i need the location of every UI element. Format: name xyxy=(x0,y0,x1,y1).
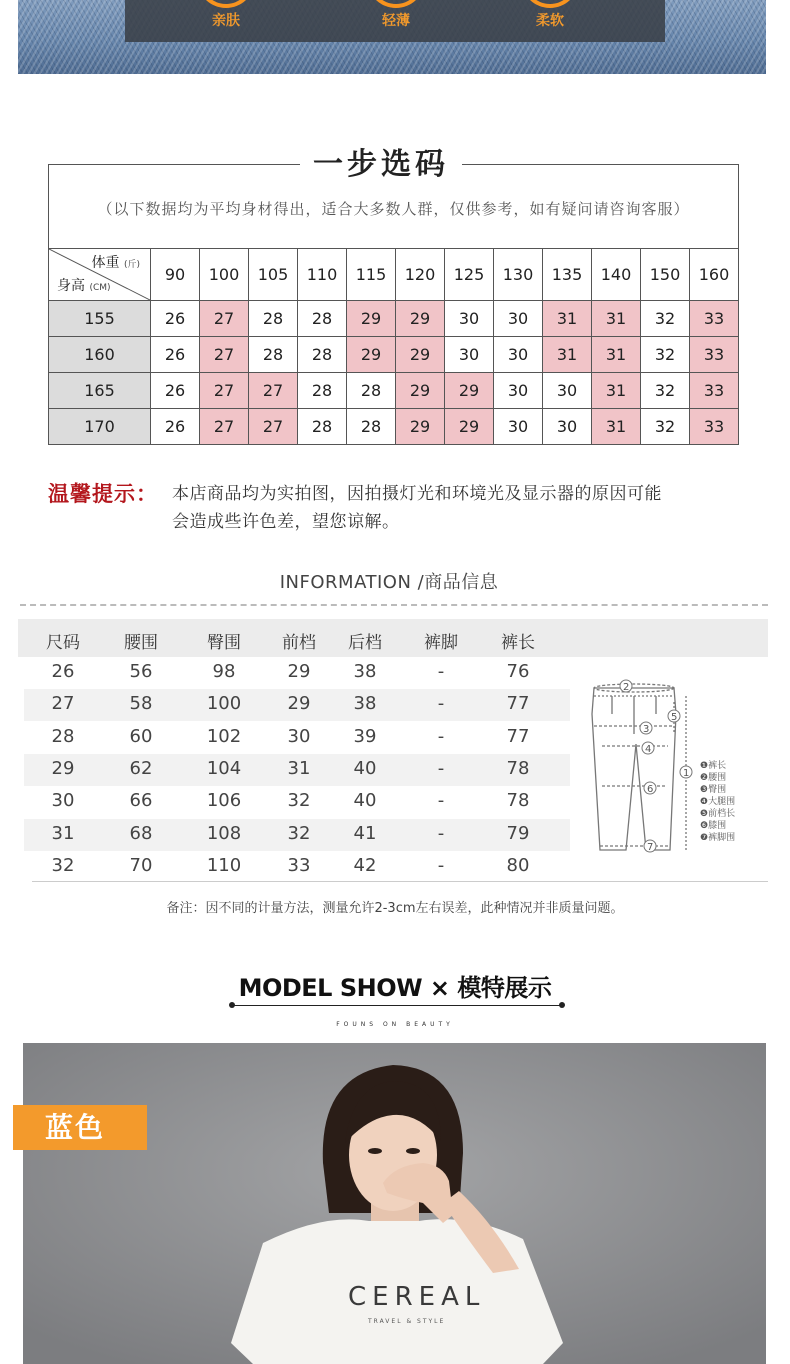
weight-header-cell: 150 xyxy=(641,249,690,301)
feature-label: 柔软 xyxy=(536,13,564,29)
size-chart-row xyxy=(49,337,739,373)
diagram-legend-item: ❻膝围 xyxy=(700,821,727,831)
information-cell: 58 xyxy=(129,693,153,715)
size-cell: 28 xyxy=(298,337,347,373)
underline-dot xyxy=(559,1002,565,1008)
diagram-legend-item: ❹大腿围 xyxy=(700,797,736,807)
information-cell: 38 xyxy=(353,661,377,682)
information-cell: 78 xyxy=(506,790,530,812)
information-cell: 68 xyxy=(129,822,153,844)
height-axis-label xyxy=(57,275,111,295)
information-cell: - xyxy=(437,757,445,779)
information-cell: 80 xyxy=(506,854,530,876)
information-cell: 40 xyxy=(353,757,377,779)
weight-header-cell: 100 xyxy=(200,249,249,301)
information-cell: 32 xyxy=(287,790,311,812)
size-cell: 31 xyxy=(592,337,641,373)
size-cell: 31 xyxy=(543,337,592,373)
size-cell: 27 xyxy=(200,409,249,445)
size-cell: 32 xyxy=(641,337,690,373)
information-cell: 38 xyxy=(353,693,377,715)
size-cell: 31 xyxy=(592,301,641,337)
size-cell: 29 xyxy=(396,373,445,409)
size-cell: 27 xyxy=(200,373,249,409)
information-cell: 29 xyxy=(51,757,75,779)
size-cell: 26 xyxy=(151,409,200,445)
information-cell: 28 xyxy=(51,725,75,747)
information-header-cell: 腰围 xyxy=(124,633,158,653)
information-cell: 104 xyxy=(206,757,242,779)
diagram-legend-item: ❷腰围 xyxy=(700,773,727,783)
information-cell: 29 xyxy=(287,693,311,715)
weight-header-cell: 110 xyxy=(298,249,347,301)
tip-line: 本店商品均为实拍图，因拍摄灯光和环境光及显示器的原因可能 xyxy=(172,484,662,504)
size-cell: 27 xyxy=(249,373,298,409)
size-cell: 26 xyxy=(151,337,200,373)
size-chart-heading: 一步选码 xyxy=(313,147,449,182)
size-cell: 26 xyxy=(151,373,200,409)
size-chart-row xyxy=(49,301,739,337)
size-cell: 30 xyxy=(543,373,592,409)
diagram-marker: 4 xyxy=(645,744,652,755)
information-cell: 79 xyxy=(506,822,530,844)
size-cell: 30 xyxy=(494,337,543,373)
dashed-divider xyxy=(20,604,768,606)
size-chart-corner xyxy=(49,249,151,301)
information-cell: - xyxy=(437,725,445,747)
information-cell: 31 xyxy=(287,757,311,779)
information-title: INFORMATION /商品信息 xyxy=(279,572,499,593)
shirt-print-sub: TRAVEL & STYLE xyxy=(368,1318,446,1325)
weight-label: 体重 xyxy=(91,255,120,271)
feature-ring-icon xyxy=(367,0,425,8)
information-header-cell: 裤脚 xyxy=(424,633,458,653)
information-cell: 66 xyxy=(129,790,153,812)
size-cell: 32 xyxy=(641,409,690,445)
information-header-cell: 前档 xyxy=(282,633,316,653)
information-cell: 102 xyxy=(206,725,242,747)
diagram-marker: 7 xyxy=(647,842,654,853)
information-cell: 100 xyxy=(206,693,242,715)
information-cell: 29 xyxy=(287,661,311,682)
size-cell: 33 xyxy=(690,337,739,373)
information-cell: 78 xyxy=(506,757,530,779)
size-cell: 30 xyxy=(543,409,592,445)
size-cell: 32 xyxy=(641,301,690,337)
information-cell: 60 xyxy=(129,725,153,747)
weight-axis-label xyxy=(92,252,140,272)
size-cell: 27 xyxy=(249,409,298,445)
size-cell: 31 xyxy=(592,373,641,409)
size-chart-row xyxy=(49,409,739,445)
size-cell: 29 xyxy=(347,301,396,337)
size-cell: 31 xyxy=(543,301,592,337)
information-cell: 31 xyxy=(51,822,75,844)
size-cell: 30 xyxy=(445,337,494,373)
information-cell: 56 xyxy=(129,661,153,682)
diagram-legend-item: ❶裤长 xyxy=(700,761,727,771)
weight-header-cell: 140 xyxy=(592,249,641,301)
information-cell: 77 xyxy=(506,725,530,747)
model-illustration xyxy=(23,1043,766,1364)
information-cell: - xyxy=(437,790,445,812)
size-cell: 28 xyxy=(298,301,347,337)
weight-header-cell: 160 xyxy=(690,249,739,301)
information-cell: - xyxy=(437,854,445,876)
information-cell: - xyxy=(437,661,445,682)
tip-text xyxy=(172,480,742,536)
denim-banner xyxy=(18,0,766,74)
diagram-legend-item: ❸臀围 xyxy=(700,785,727,795)
diagram-marker: 5 xyxy=(671,712,678,723)
tip-line: 会造成些许色差，望您谅解。 xyxy=(172,512,400,532)
size-chart-note: （以下数据均为平均身材得出，适合大多数人群，仅供参考，如有疑问请咨询客服） xyxy=(97,200,690,218)
weight-header-cell: 105 xyxy=(249,249,298,301)
model-show-underline xyxy=(232,1005,562,1006)
shirt-print: CEREAL xyxy=(348,1282,486,1312)
information-cell: 41 xyxy=(353,822,377,844)
size-cell: 32 xyxy=(641,373,690,409)
information-cell: 32 xyxy=(287,822,311,844)
diagram-marker: 2 xyxy=(623,682,630,693)
size-chart-header-row xyxy=(49,249,739,301)
information-header-cell: 尺码 xyxy=(46,633,80,653)
weight-header-cell: 125 xyxy=(445,249,494,301)
feature-panel xyxy=(125,0,665,42)
size-cell: 28 xyxy=(347,373,396,409)
color-tag: 蓝色 xyxy=(13,1105,147,1150)
diagram-legend-item: ❼裤脚围 xyxy=(700,833,736,843)
information-cell: 26 xyxy=(51,661,75,682)
information-cell: 110 xyxy=(206,854,242,876)
height-cell: 155 xyxy=(49,301,151,337)
size-cell: 28 xyxy=(249,301,298,337)
information-cell: 62 xyxy=(129,757,153,779)
size-cell: 30 xyxy=(445,301,494,337)
height-cell: 160 xyxy=(49,337,151,373)
diagram-legend-item: ❺前档长 xyxy=(700,809,736,819)
size-chart-row xyxy=(49,373,739,409)
information-cell: 30 xyxy=(287,725,311,747)
size-cell: 26 xyxy=(151,301,200,337)
size-cell: 29 xyxy=(396,337,445,373)
size-cell: 28 xyxy=(298,409,347,445)
information-bottom-rule xyxy=(32,881,768,882)
information-cell: 108 xyxy=(206,822,242,844)
information-cell: 42 xyxy=(353,854,377,876)
size-cell: 33 xyxy=(690,373,739,409)
size-cell: 27 xyxy=(200,301,249,337)
underline-dot xyxy=(229,1002,235,1008)
size-chart-table xyxy=(48,248,739,445)
weight-header-cell: 120 xyxy=(396,249,445,301)
feature-skin-friendly xyxy=(186,0,266,42)
weight-header-cell: 90 xyxy=(151,249,200,301)
information-cell: 106 xyxy=(206,790,242,812)
model-photo xyxy=(23,1043,766,1364)
information-cell: 30 xyxy=(51,790,75,812)
size-cell: 28 xyxy=(347,409,396,445)
feature-ring-icon xyxy=(197,0,255,8)
weight-unit: (斤) xyxy=(123,260,140,270)
information-cell: 40 xyxy=(353,790,377,812)
size-cell: 29 xyxy=(445,409,494,445)
size-cell: 28 xyxy=(249,337,298,373)
information-cell: - xyxy=(437,693,445,715)
height-label: 身高 xyxy=(57,278,85,294)
information-cell: 27 xyxy=(51,693,75,715)
size-cell: 29 xyxy=(445,373,494,409)
weight-header-cell: 115 xyxy=(347,249,396,301)
information-cell: 39 xyxy=(353,725,377,747)
feature-ring-icon xyxy=(521,0,579,8)
information-cell: 76 xyxy=(506,661,530,682)
tip-label: 温馨提示： xyxy=(48,482,158,506)
size-cell: 33 xyxy=(690,409,739,445)
size-cell: 29 xyxy=(347,337,396,373)
size-cell: 29 xyxy=(396,301,445,337)
height-cell: 165 xyxy=(49,373,151,409)
feature-label: 亲肤 xyxy=(212,13,240,29)
size-cell: 33 xyxy=(690,301,739,337)
information-cell: 32 xyxy=(51,854,75,876)
size-cell: 27 xyxy=(200,337,249,373)
model-show-subtitle: FOUNS ON BEAUTY xyxy=(336,1021,454,1028)
information-cell: 70 xyxy=(129,854,153,876)
height-unit: (CM) xyxy=(89,283,111,293)
size-cell: 30 xyxy=(494,373,543,409)
information-header-cell: 裤长 xyxy=(501,633,535,653)
information-cell: 98 xyxy=(212,661,236,682)
height-cell: 170 xyxy=(49,409,151,445)
size-cell: 30 xyxy=(494,409,543,445)
diagram-marker: 3 xyxy=(643,724,650,735)
size-cell: 28 xyxy=(298,373,347,409)
feature-lightweight xyxy=(356,0,436,42)
feature-label: 轻薄 xyxy=(382,13,410,29)
measurement-remark: 备注：因不同的计量方法，测量允许2-3cm左右误差，此种情况并非质量问题。 xyxy=(166,901,624,916)
pants-measurement-diagram xyxy=(582,674,758,860)
diagram-marker: 1 xyxy=(683,768,690,779)
information-header-cell: 臀围 xyxy=(207,633,241,653)
information-header-cell: 后档 xyxy=(348,633,382,653)
diagram-marker: 6 xyxy=(647,784,654,795)
information-cell: 33 xyxy=(287,854,311,876)
weight-header-cell: 135 xyxy=(543,249,592,301)
size-chart-heading-wrap xyxy=(300,144,462,186)
model-show-title: MODEL SHOW × 模特展示 xyxy=(238,974,552,1002)
size-cell: 29 xyxy=(396,409,445,445)
size-cell: 31 xyxy=(592,409,641,445)
feature-soft xyxy=(510,0,590,42)
weight-header-cell: 130 xyxy=(494,249,543,301)
information-cell: - xyxy=(437,822,445,844)
size-cell: 30 xyxy=(494,301,543,337)
information-cell: 77 xyxy=(506,693,530,715)
